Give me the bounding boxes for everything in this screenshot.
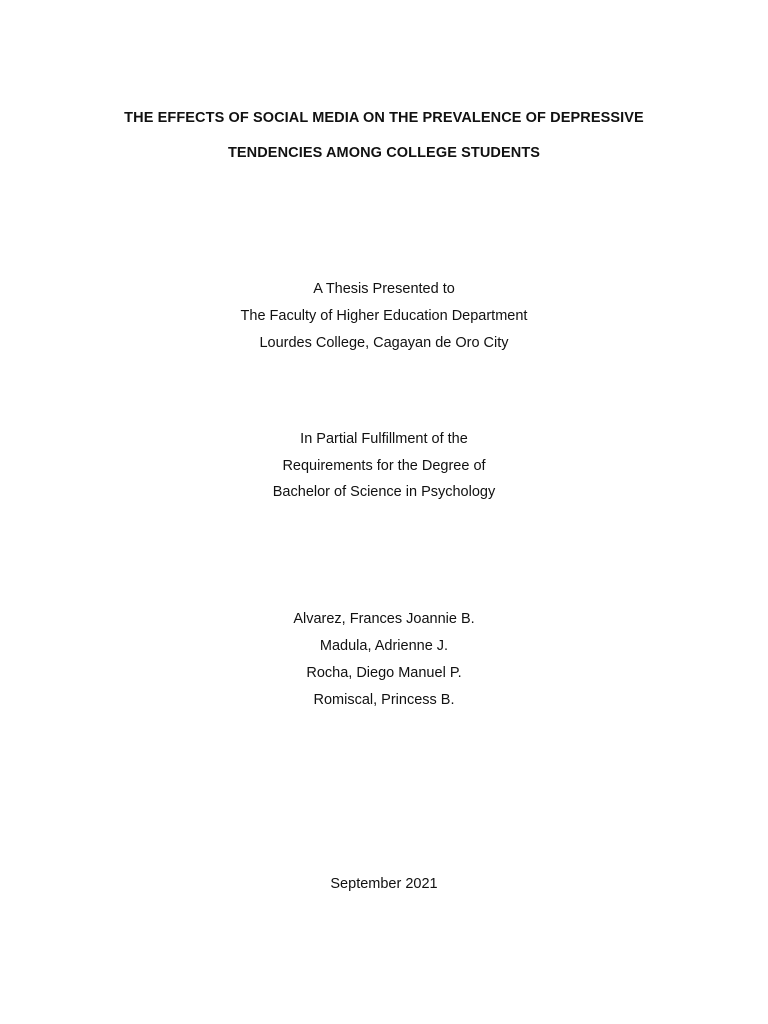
submission-date: September 2021 <box>330 876 438 892</box>
college-line: Lourdes College, Cagayan de Oro City <box>259 335 509 351</box>
author-name: Romiscal, Princess B. <box>313 692 455 708</box>
author-name: Alvarez, Frances Joannie B. <box>293 611 475 627</box>
fulfillment-line: In Partial Fulfillment of the <box>300 431 468 447</box>
thesis-title-line-2: TENDENCIES AMONG COLLEGE STUDENTS <box>227 145 541 161</box>
author-name: Madula, Adrienne J. <box>319 638 449 654</box>
degree-line: Bachelor of Science in Psychology <box>272 484 496 500</box>
author-name: Rocha, Diego Manuel P. <box>306 665 462 681</box>
requirements-line: Requirements for the Degree of <box>282 458 486 474</box>
thesis-title-line-1: THE EFFECTS OF SOCIAL MEDIA ON THE PREVALENCE OF DEPRESSIVE <box>124 110 644 126</box>
faculty-line: The Faculty of Higher Education Department <box>240 308 528 324</box>
presented-to-line: A Thesis Presented to <box>313 281 455 297</box>
